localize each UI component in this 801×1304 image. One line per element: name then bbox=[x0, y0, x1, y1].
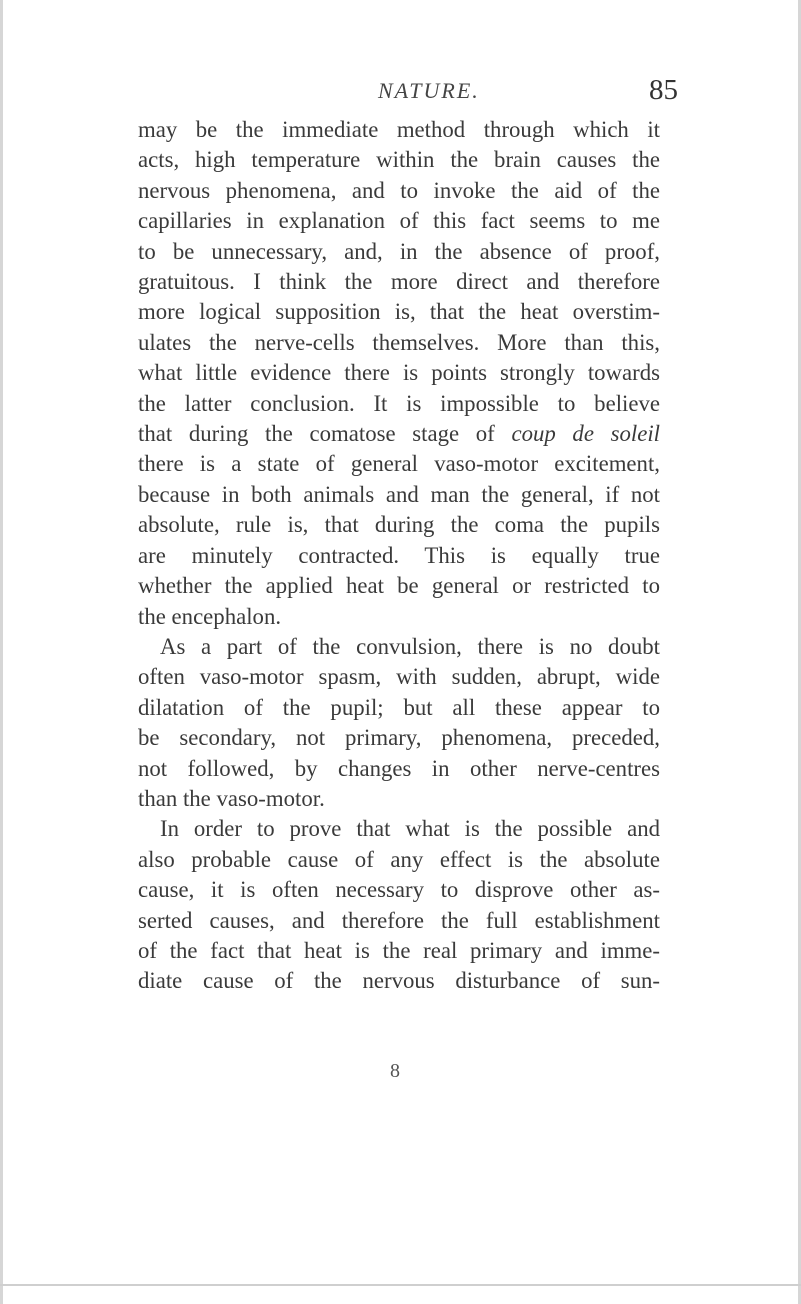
text-line: what little evidence there is points strongly towards bbox=[138, 360, 660, 386]
running-title: NATURE. bbox=[378, 78, 480, 103]
page-number: 85 bbox=[649, 74, 678, 106]
text-line: serted causes, and therefore the full establishment bbox=[138, 907, 660, 933]
text-line: gratuitous. I think the more direct and therefore bbox=[138, 269, 660, 295]
italic-phrase: coup de soleil bbox=[511, 421, 660, 447]
body-text bbox=[138, 115, 660, 997]
left-page-edge bbox=[0, 0, 3, 1304]
text-line: to be unnecessary, and, in the absence of proof, bbox=[138, 238, 660, 264]
text-line: more logical supposition is, that the heat overstim- bbox=[138, 299, 660, 325]
text-line: be secondary, not primary, phenomena, preceded, bbox=[138, 725, 660, 751]
bottom-page-edge bbox=[0, 1284, 801, 1286]
paragraph-start: As a part of the convulsion, there is no doubt bbox=[160, 633, 660, 659]
text-line: absolute, rule is, that during the coma the pupils bbox=[138, 512, 660, 538]
text-line: the latter conclusion. It is impossible to believe bbox=[138, 390, 660, 416]
text-line: acts, high temperature within the brain causes the bbox=[138, 147, 660, 173]
text-line: may be the immediate method through which it bbox=[138, 117, 660, 142]
text-line: the encephalon. bbox=[138, 603, 282, 629]
text-line: whether the applied heat be general or restricted to bbox=[138, 573, 660, 599]
text-line: also probable cause of any effect is the absolute bbox=[138, 846, 660, 872]
text-line: often vaso-motor spasm, with sudden, abrupt, wide bbox=[138, 664, 660, 690]
text-line: ulates the nerve-cells themselves. More than this, bbox=[138, 329, 660, 355]
text-line: than the vaso-motor. bbox=[138, 785, 325, 811]
text-line: are minutely contracted. This is equally true bbox=[138, 542, 660, 568]
text-line: nervous phenomena, and to invoke the aid of the bbox=[138, 177, 660, 203]
paragraph-start: In order to prove that what is the possible and bbox=[160, 816, 660, 842]
text-line-with-italic bbox=[138, 419, 660, 449]
text-line: capillaries in explanation of this fact seems to me bbox=[138, 208, 660, 234]
text-line: there is a state of general vaso-motor excitement, bbox=[138, 451, 660, 477]
text-fragment: that during the comatose stage of bbox=[138, 421, 495, 447]
text-line: diate cause of the nervous disturbance of sun- bbox=[138, 968, 660, 994]
text-line: of the fact that heat is the real primary and imme- bbox=[138, 937, 660, 963]
signature-mark: 8 bbox=[390, 1060, 400, 1082]
text-line: cause, it is often necessary to disprove other as- bbox=[138, 877, 660, 903]
text-line: not followed, by changes in other nerve-centres bbox=[138, 755, 660, 781]
text-line: because in both animals and man the general, if not bbox=[138, 481, 660, 507]
text-line: dilatation of the pupil; but all these appear to bbox=[138, 694, 660, 720]
